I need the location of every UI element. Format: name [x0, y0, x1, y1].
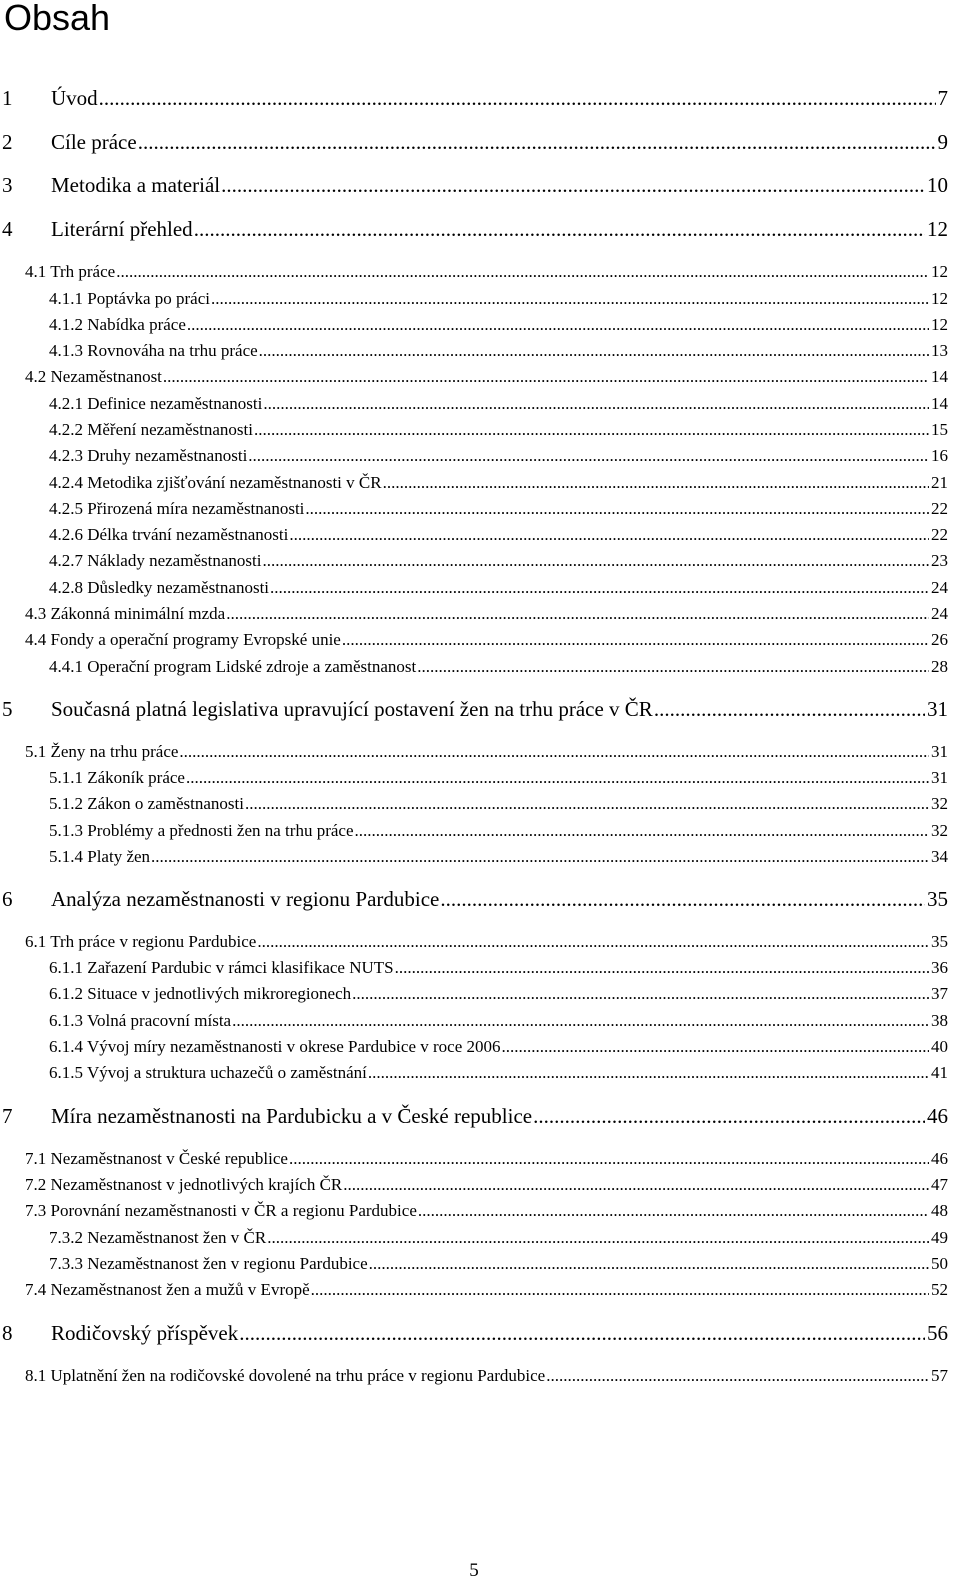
toc-entry[interactable]: [0, 217, 948, 242]
dot-leader: [289, 1149, 929, 1169]
toc-entry-title: 5.1.4 Platy žen: [49, 847, 151, 866]
toc-entry-title: Metodika a materiál: [51, 173, 221, 197]
dot-leader: [138, 130, 936, 155]
toc-entry-page: 22: [931, 499, 948, 518]
toc-entry[interactable]: [0, 1254, 948, 1274]
toc-entry-page: 40: [931, 1037, 948, 1056]
toc-entry-number: 5: [2, 697, 13, 721]
dot-leader: [254, 420, 929, 440]
toc-entry-page: 23: [931, 551, 948, 570]
toc-entry[interactable]: [0, 887, 948, 912]
toc-entry-page: 47: [931, 1175, 948, 1194]
toc-entry-number: 7: [2, 1104, 13, 1128]
toc-entry[interactable]: [0, 446, 948, 466]
toc-entry-page: 38: [931, 1011, 948, 1030]
dot-leader: [151, 847, 929, 867]
toc-entry[interactable]: [0, 1366, 948, 1386]
toc-entry-title: 4.2.8 Důsledky nezaměstnanosti: [49, 578, 270, 597]
toc-entry-title: 5.1.3 Problémy a přednosti žen na trhu práce: [49, 821, 354, 840]
toc-entry-page: 21: [931, 473, 948, 492]
toc-entry-number: 8: [2, 1321, 13, 1345]
toc-entry-title: 4.2.7 Náklady nezaměstnanosti: [49, 551, 262, 570]
dot-leader: [248, 446, 929, 466]
toc-entry-page: 12: [931, 262, 948, 281]
toc-entry[interactable]: [0, 525, 948, 545]
dot-leader: [257, 932, 929, 952]
toc-entry-page: 13: [931, 341, 948, 360]
dot-leader: [395, 958, 929, 978]
dot-leader: [289, 525, 929, 545]
toc-entry[interactable]: [0, 173, 948, 198]
toc-entry[interactable]: [0, 697, 948, 722]
toc-entry-page: 46: [931, 1149, 948, 1168]
dot-leader: [342, 630, 929, 650]
toc-entry-page: 41: [931, 1063, 948, 1082]
toc-entry[interactable]: [0, 932, 948, 952]
dot-leader: [239, 1321, 925, 1346]
toc-entry-page: 35: [931, 932, 948, 951]
toc-entry[interactable]: [0, 794, 948, 814]
toc-entry-page: 9: [937, 130, 948, 154]
toc-entry-title: Současná platná legislativa upravující postavení žen na trhu práce v ČR: [51, 697, 653, 721]
toc-entry-title: 7.3.3 Nezaměstnanost žen v regionu Pardubice: [49, 1254, 368, 1273]
toc-entry-title: 4.4.1 Operační program Lidské zdroje a zaměstnanost: [49, 657, 417, 676]
toc-entry-page: 37: [931, 984, 948, 1003]
toc-entry-title: 4.2.4 Metodika zjišťování nezaměstnanosti v ČR: [49, 473, 382, 492]
toc-entry-title: 6.1.3 Volná pracovní místa: [49, 1011, 232, 1030]
dot-leader: [654, 697, 925, 722]
toc-entry-title: 6.1.2 Situace v jednotlivých mikroregionech: [49, 984, 352, 1003]
toc-entry-page: 32: [931, 794, 948, 813]
toc-entry[interactable]: [0, 262, 948, 282]
toc-entry-title: 4.1.1 Poptávka po práci: [49, 289, 210, 308]
dot-leader: [440, 887, 925, 912]
toc-entry[interactable]: [0, 130, 948, 155]
dot-leader: [211, 289, 929, 309]
dot-leader: [186, 768, 929, 788]
toc-entry[interactable]: [0, 1037, 948, 1057]
toc-entry-title: 5.1 Ženy na trhu práce: [25, 742, 179, 761]
toc-entry[interactable]: [0, 367, 948, 387]
toc-entry-number: 4: [2, 217, 13, 241]
dot-leader: [245, 794, 929, 814]
toc-entry-page: 10: [927, 173, 948, 197]
toc-entry-number: 1: [2, 86, 13, 110]
toc-entry-title: Analýza nezaměstnanosti v regionu Pardubice: [51, 887, 440, 911]
page-title: Obsah: [4, 0, 111, 38]
toc-entry[interactable]: [0, 958, 948, 978]
toc-entry-title: 4.2.3 Druhy nezaměstnanosti: [49, 446, 248, 465]
toc-entry-page: 49: [931, 1228, 948, 1247]
toc-entry-title: Rodičovský příspěvek: [51, 1321, 239, 1345]
dot-leader: [262, 551, 929, 571]
toc-entry-title: 6.1.5 Vývoj a struktura uchazečů o zaměstnání: [49, 1063, 367, 1082]
dot-leader: [502, 1037, 930, 1057]
toc-entry-page: 50: [931, 1254, 948, 1273]
toc-entry[interactable]: [0, 315, 948, 335]
dot-leader: [533, 1104, 925, 1129]
toc-entry-page: 15: [931, 420, 948, 439]
dot-leader: [194, 217, 925, 242]
dot-leader: [355, 821, 930, 841]
dot-leader: [311, 1280, 929, 1300]
dot-leader: [270, 578, 929, 598]
toc-entry[interactable]: [0, 604, 948, 624]
toc-entry-title: 6.1.4 Vývoj míry nezaměstnanosti v okrese Pardubice v roce 2006: [49, 1037, 501, 1056]
toc-entry-page: 24: [931, 578, 948, 597]
page-number: 5: [469, 1560, 479, 1581]
toc-entry[interactable]: [0, 742, 948, 762]
toc-entry-title: 7.2 Nezaměstnanost v jednotlivých krajích ČR: [25, 1175, 343, 1194]
dot-leader: [187, 315, 929, 335]
toc-entry[interactable]: [0, 86, 948, 111]
dot-leader: [368, 1063, 929, 1083]
dot-leader: [383, 473, 929, 493]
toc-entry-title: 4.2.5 Přirozená míra nezaměstnanosti: [49, 499, 305, 518]
toc-entry-page: 26: [931, 630, 948, 649]
toc-entry-page: 31: [927, 697, 948, 721]
dot-leader: [163, 367, 929, 387]
toc-entry[interactable]: [0, 1228, 948, 1248]
toc-entry-page: 32: [931, 821, 948, 840]
toc-entry-page: 12: [931, 289, 948, 308]
toc-entry-title: Literární přehled: [51, 217, 193, 241]
toc-entry[interactable]: [0, 1011, 948, 1031]
toc-entry-title: 4.3 Zákonná minimální mzda: [25, 604, 226, 623]
toc-entry[interactable]: [0, 473, 948, 493]
toc-entry-title: 4.2.1 Definice nezaměstnanosti: [49, 394, 263, 413]
toc-entry-number: 6: [2, 887, 13, 911]
toc-entry-page: 31: [931, 742, 948, 761]
toc-entry-title: 4.4 Fondy a operační programy Evropské unie: [25, 630, 341, 649]
dot-leader: [232, 1011, 929, 1031]
toc-entry[interactable]: [0, 1321, 948, 1346]
toc-entry-page: 16: [931, 446, 948, 465]
dot-leader: [546, 1366, 929, 1386]
toc-entry-title: 4.2.2 Měření nezaměstnanosti: [49, 420, 253, 439]
toc-entry[interactable]: [0, 1280, 948, 1300]
dot-leader: [343, 1175, 929, 1195]
toc-entry-page: 36: [931, 958, 948, 977]
toc-entry-page: 31: [931, 768, 948, 787]
dot-leader: [267, 1228, 929, 1248]
toc-entry[interactable]: [0, 1175, 948, 1195]
toc-entry-title: 8.1 Uplatnění žen na rodičovské dovolené na trhu práce v regionu Pardubice: [25, 1366, 546, 1385]
dot-leader: [417, 657, 929, 677]
toc-entry-title: Míra nezaměstnanosti na Pardubicku a v České republice: [51, 1104, 533, 1128]
toc-entry[interactable]: [0, 289, 948, 309]
toc-entry-number: 3: [2, 173, 13, 197]
toc-entry-page: 28: [931, 657, 948, 676]
toc-entry-page: 12: [931, 315, 948, 334]
toc-entry-title: 7.1 Nezaměstnanost v České republice: [25, 1149, 288, 1168]
toc-entry-title: 7.4 Nezaměstnanost žen a mužů v Evropě: [25, 1280, 310, 1299]
toc-entry-number: 2: [2, 130, 13, 154]
toc-entry[interactable]: [0, 1201, 948, 1221]
toc-entry[interactable]: [0, 630, 948, 650]
toc-entry-page: 34: [931, 847, 948, 866]
dot-leader: [226, 604, 929, 624]
toc-entry-page: 12: [927, 217, 948, 241]
dot-leader: [352, 984, 929, 1004]
toc-entry[interactable]: [0, 578, 948, 598]
toc-entry-title: 7.3 Porovnání nezaměstnanosti v ČR a regionu Pardubice: [25, 1201, 417, 1220]
toc-entry[interactable]: [0, 341, 948, 361]
dot-leader: [116, 262, 929, 282]
toc-entry-title: 4.2 Nezaměstnanost: [25, 367, 162, 386]
toc-entry[interactable]: [0, 1149, 948, 1169]
toc-entry[interactable]: [0, 657, 948, 677]
dot-leader: [418, 1201, 929, 1221]
toc-entry-title: 7.3.2 Nezaměstnanost žen v ČR: [49, 1228, 267, 1247]
toc-entry-title: 4.1 Trh práce: [25, 262, 116, 281]
toc-entry-page: 22: [931, 525, 948, 544]
toc-entry-page: 57: [931, 1366, 948, 1385]
toc-entry-title: 4.1.3 Rovnováha na trhu práce: [49, 341, 258, 360]
toc-entry[interactable]: [0, 768, 948, 788]
toc-entry-page: 14: [931, 367, 948, 386]
dot-leader: [221, 173, 925, 198]
toc-entry-title: 6.1.1 Zařazení Pardubic v rámci klasifikace NUTS: [49, 958, 394, 977]
toc-entry[interactable]: [0, 394, 948, 414]
toc-entry-page: 46: [927, 1104, 948, 1128]
dot-leader: [99, 86, 936, 111]
toc-entry-page: 7: [937, 86, 948, 110]
toc-entry-title: 4.2.6 Délka trvání nezaměstnanosti: [49, 525, 289, 544]
dot-leader: [369, 1254, 929, 1274]
toc-entry-title: 4.1.2 Nabídka práce: [49, 315, 186, 334]
toc-entry-title: Cíle práce: [51, 130, 137, 154]
toc-entry-title: 6.1 Trh práce v regionu Pardubice: [25, 932, 257, 951]
toc-entry-page: 35: [927, 887, 948, 911]
toc-entry[interactable]: [0, 1104, 948, 1129]
toc-entry[interactable]: [0, 1063, 948, 1083]
toc-entry-page: 56: [927, 1321, 948, 1345]
dot-leader: [263, 394, 929, 414]
toc-entry-title: Úvod: [51, 86, 98, 110]
toc-entry-page: 24: [931, 604, 948, 623]
dot-leader: [179, 742, 929, 762]
toc-entry-page: 14: [931, 394, 948, 413]
toc-entry-page: 48: [931, 1201, 948, 1220]
toc-entry[interactable]: [0, 499, 948, 519]
toc-entry[interactable]: [0, 984, 948, 1004]
toc-entry-title: 5.1.2 Zákon o zaměstnanosti: [49, 794, 244, 813]
toc-entry[interactable]: [0, 821, 948, 841]
toc-entry[interactable]: [0, 420, 948, 440]
dot-leader: [259, 341, 929, 361]
toc-entry-title: 5.1.1 Zákoník práce: [49, 768, 185, 787]
dot-leader: [305, 499, 929, 519]
toc-entry[interactable]: [0, 551, 948, 571]
toc-entry-page: 52: [931, 1280, 948, 1299]
toc-entry[interactable]: [0, 847, 948, 867]
